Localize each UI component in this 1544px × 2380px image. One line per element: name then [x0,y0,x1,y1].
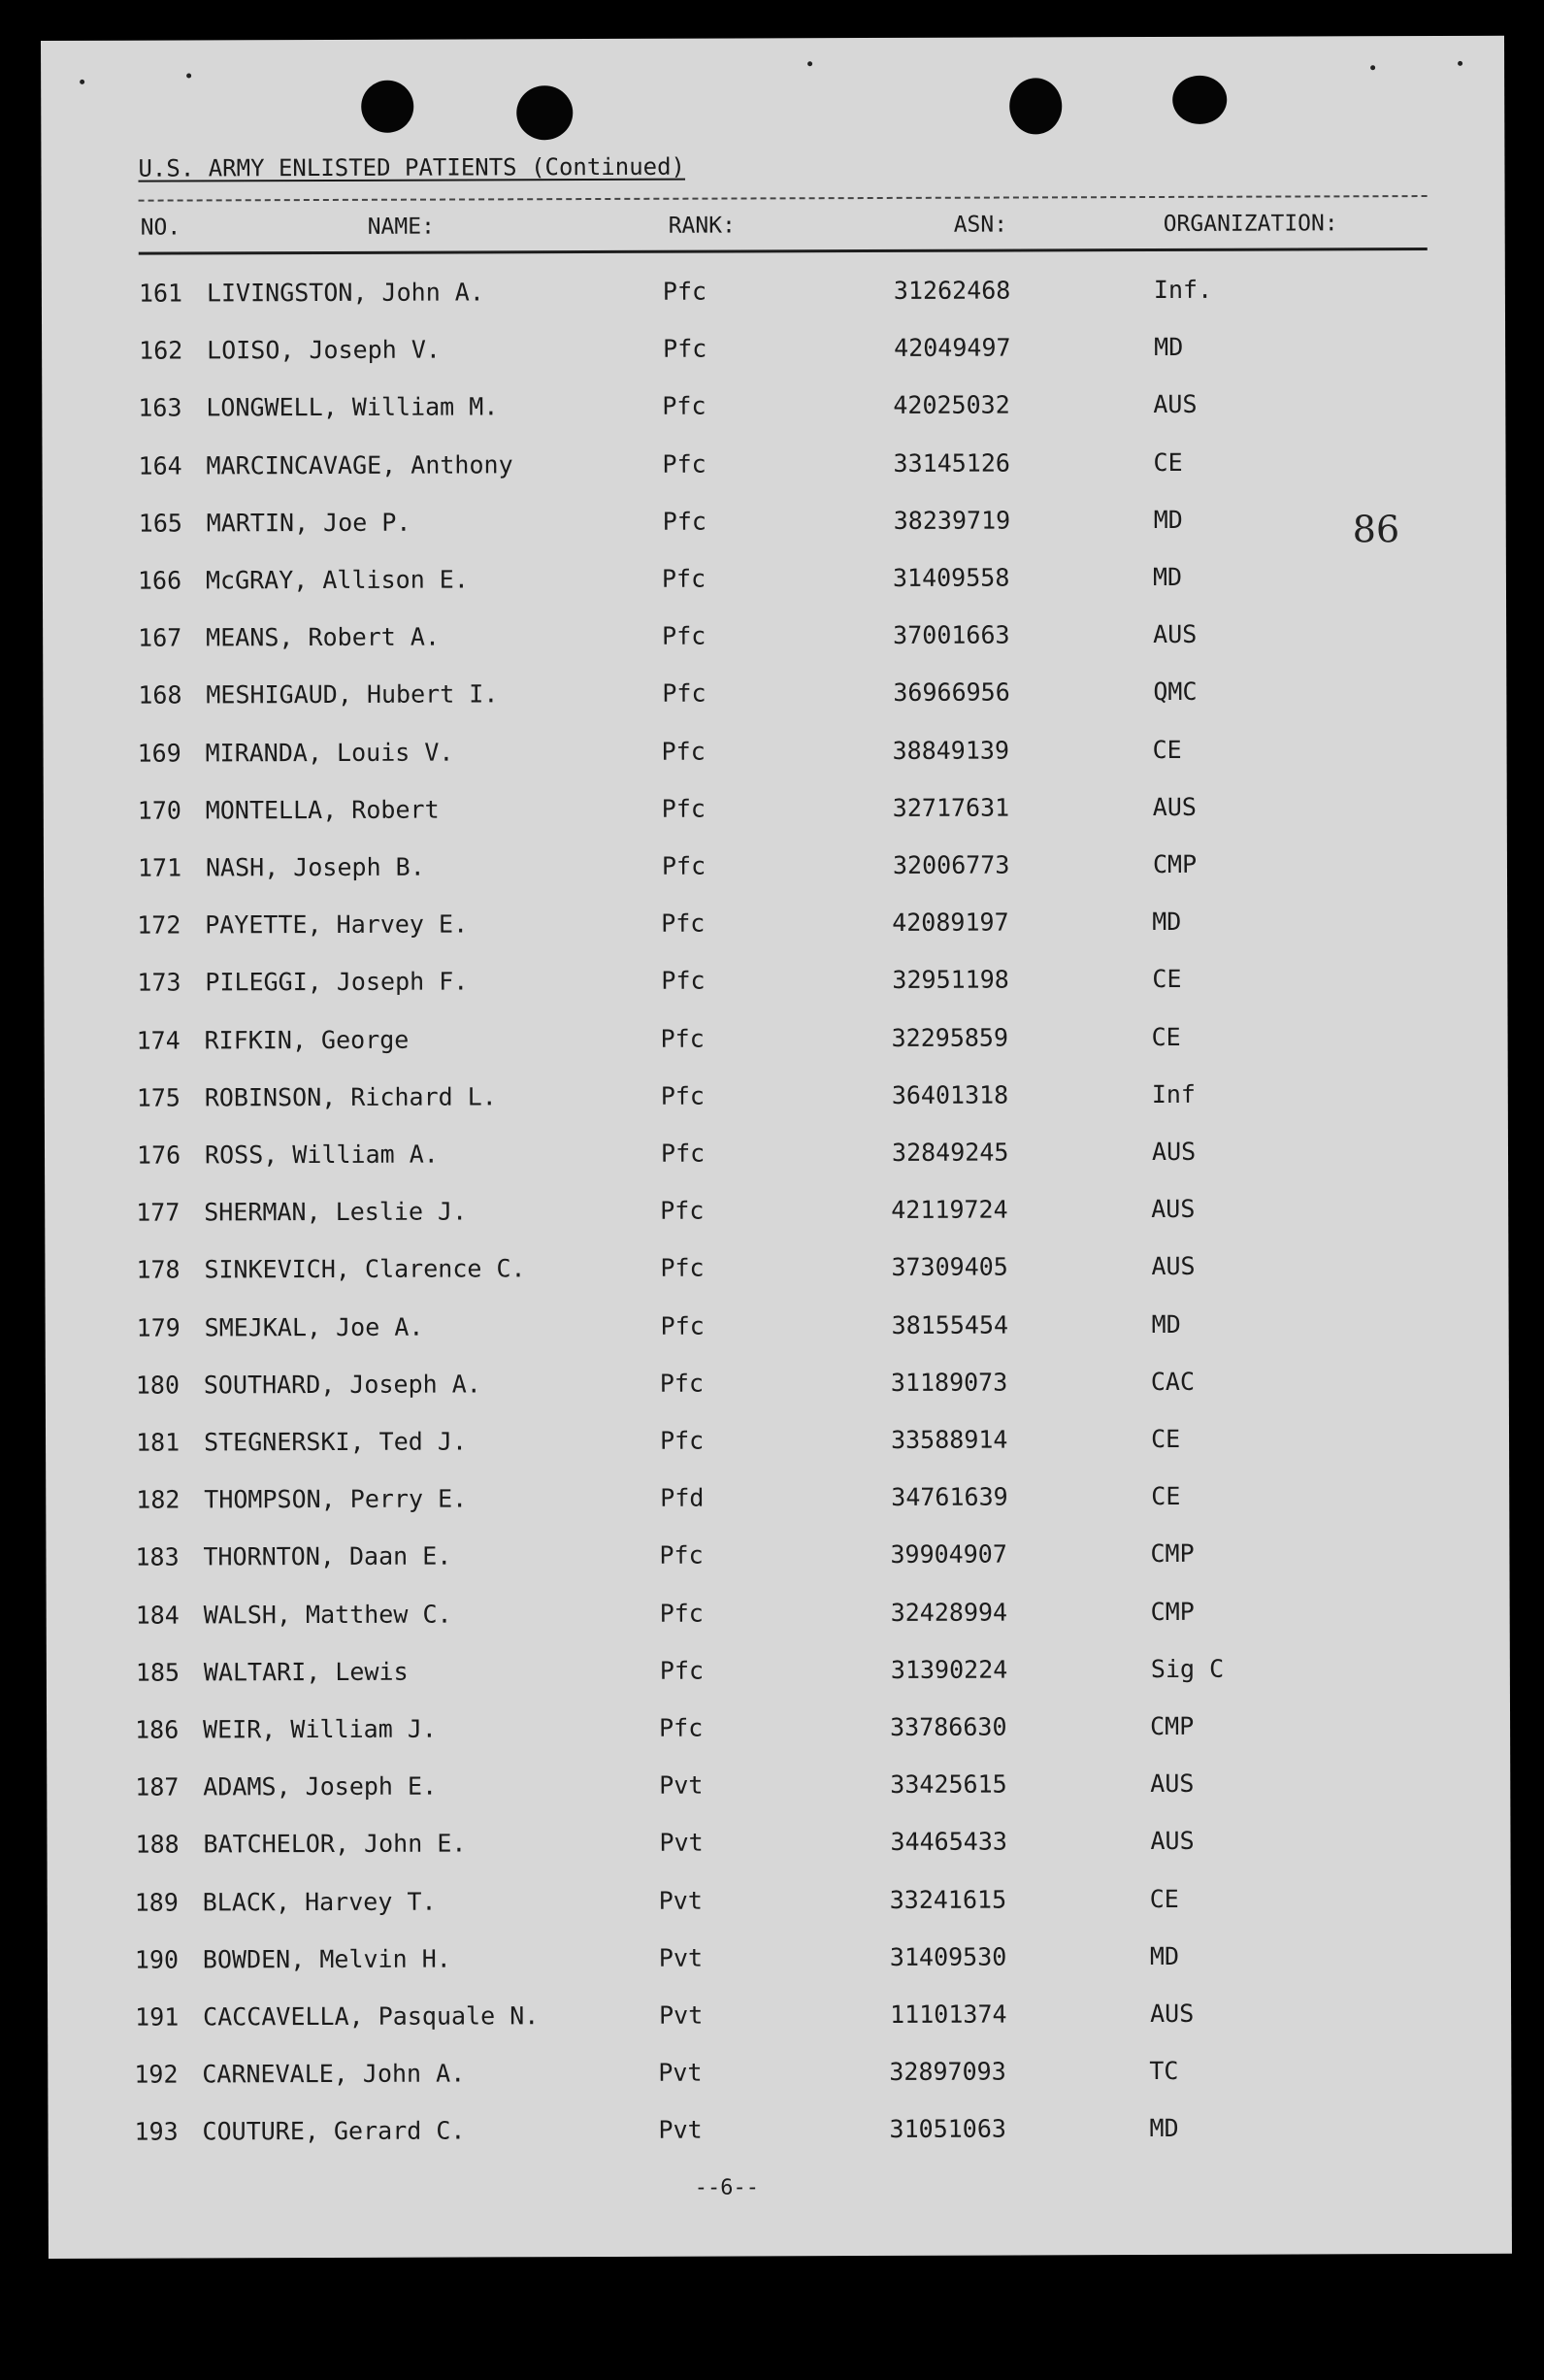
patient-organization: AUS [1153,389,1198,419]
patient-rank: Pvt [658,1943,704,1972]
row-number: 177 [136,1198,181,1227]
row-number: 185 [135,1658,181,1687]
patient-rank: Pfc [663,334,707,363]
patient-name: McGRAY, Allison E. [205,565,469,595]
row-number: 161 [138,279,183,308]
row-number: 181 [135,1428,181,1457]
patient-organization: CE [1152,735,1182,765]
patient-rank: Pfc [660,1024,705,1053]
column-header-name: NAME: [367,214,435,240]
patient-asn: 32428994 [890,1598,1008,1627]
table-row [47,1597,1510,1640]
patient-asn: 33145126 [893,448,1010,478]
patient-organization: CMP [1150,1711,1195,1741]
table-row [42,389,1505,433]
patient-rank: Pfc [661,909,706,938]
column-header-row [42,211,1505,245]
paper-speck [807,61,812,66]
patient-organization: MD [1152,907,1182,937]
patient-organization: CMP [1152,849,1198,879]
row-number: 183 [135,1542,180,1571]
row-number: 162 [139,336,183,365]
patient-rank: Pfc [659,1426,705,1455]
patient-rank: Pfc [662,277,707,306]
patient-organization: Inf [1151,1079,1197,1109]
punch-hole [516,85,573,140]
table-row [45,1194,1508,1238]
patient-rank: Pvt [658,2115,703,2144]
table-row [47,1826,1510,1869]
patient-name: MARTIN, Joe P. [206,508,411,538]
patient-rank: Pfc [659,1713,704,1742]
patient-rank: Pvt [658,2058,703,2087]
patient-name: SHERMAN, Leslie J. [204,1197,468,1227]
row-number: 192 [134,2060,179,2089]
patient-organization: CE [1150,1424,1181,1454]
patient-asn: 33786630 [890,1712,1007,1741]
paper-speck [186,73,191,78]
patient-organization: Sig C [1150,1654,1225,1684]
patient-asn: 33241615 [889,1885,1007,1914]
row-number: 184 [135,1601,180,1630]
table-row [42,447,1505,491]
patient-asn: 42049497 [894,333,1011,362]
row-number: 188 [135,1830,180,1859]
patient-asn: 32951198 [892,965,1009,994]
row-number: 174 [136,1026,181,1055]
patient-asn: 36401318 [891,1080,1009,1109]
patient-asn: 36966956 [893,678,1010,707]
patient-rank: Pvt [659,2000,704,2030]
patient-rank: Pfc [660,1139,706,1168]
patient-asn: 37001663 [893,620,1010,649]
patient-name: SOUTHARD, Joseph A. [203,1370,481,1400]
patient-name: WALTARI, Lewis [203,1657,409,1687]
patient-organization: AUS [1151,1194,1196,1224]
patient-asn: 39904907 [890,1539,1007,1569]
row-number: 165 [138,509,182,538]
patient-organization: MD [1149,1941,1180,1971]
patient-rank: Pfc [661,966,706,995]
patient-asn: 42025032 [893,390,1010,419]
table-row [47,1711,1510,1755]
patient-asn: 37309405 [891,1252,1008,1281]
row-number: 186 [135,1715,180,1744]
patient-name: MIRANDA, Louis V. [205,738,454,768]
patient-name: ROSS, William A. [204,1140,439,1170]
patient-list [42,275,1505,2146]
patient-name: SINKEVICH, Clarence C. [204,1254,526,1284]
patient-organization: QMC [1153,677,1198,707]
patient-name: ADAMS, Joseph E. [203,1771,438,1802]
row-number: 176 [136,1140,181,1170]
table-row [43,677,1506,720]
table-row [42,332,1505,376]
patient-rank: Pfc [660,1311,705,1340]
patient-rank: Pfc [661,851,706,880]
patient-organization: AUS [1151,1251,1196,1281]
patient-organization: CE [1149,1884,1179,1914]
patient-name: MONTELLA, Robert [205,795,440,825]
patient-organization: CE [1151,1022,1181,1052]
patient-rank: Pfc [662,678,706,708]
table-row [43,505,1506,551]
patient-organization: AUS [1151,1137,1197,1167]
patient-organization: AUS [1153,619,1198,649]
patient-rank: Pfc [662,621,706,650]
document-page [41,36,1512,2259]
paper-speck [80,80,84,84]
table-row [46,1367,1509,1410]
table-row [46,1309,1509,1353]
patient-asn: 33425615 [890,1769,1007,1799]
patient-asn: 11101374 [890,2000,1007,2029]
patient-rank: Pfc [660,1196,705,1225]
patient-asn: 42119724 [891,1195,1008,1224]
patient-name: LIVINGSTON, John A. [206,278,484,308]
patient-rank: Pfc [662,507,706,536]
table-row [44,907,1507,950]
row-number: 173 [137,968,181,997]
patient-asn: 31051063 [889,2114,1006,2143]
patient-asn: 32006773 [892,850,1010,879]
row-number: 189 [134,1888,179,1917]
patient-organization: TC [1149,2056,1179,2086]
patient-organization: CMP [1150,1597,1195,1627]
row-number: 163 [138,393,182,422]
header-underline [139,248,1428,255]
patient-organization: MD [1154,332,1184,361]
patient-asn: 34465433 [890,1827,1007,1856]
column-header-no: NO. [140,215,181,241]
patient-asn: 38155454 [891,1310,1009,1339]
patient-organization: Inf. [1153,275,1213,304]
patient-asn: 31409530 [889,1942,1007,1971]
patient-name: WALSH, Matthew C. [203,1600,452,1630]
table-row [48,1941,1511,1985]
paper-speck [1370,65,1375,70]
table-row [44,735,1507,778]
patient-rank: Pfc [661,564,706,593]
row-number: 167 [138,623,182,652]
patient-rank: Pfc [659,1369,705,1398]
patient-organization: CMP [1150,1538,1195,1569]
patient-rank: Pfc [662,449,706,479]
punch-hole [361,81,413,133]
patient-name: COUTURE, Gerard C. [202,2116,466,2146]
patient-rank: Pfc [659,1599,704,1628]
row-number: 187 [135,1772,180,1802]
patient-organization: AUS [1150,1999,1195,2029]
patient-name: RIFKIN, George [204,1025,410,1055]
patient-rank: Pfc [661,794,706,823]
patient-asn: 31189073 [890,1368,1008,1397]
patient-name: STEGNERSKI, Ted J. [203,1427,468,1457]
patient-asn: 38849139 [892,736,1010,765]
patient-rank: Pfc [660,1253,705,1282]
punch-hole [1009,78,1062,134]
table-row [43,619,1506,663]
patient-organization: MD [1153,505,1183,535]
patient-rank: Pvt [659,1828,704,1857]
patient-name: PAYETTE, Harvey E. [205,909,469,940]
patient-name: WEIR, William J. [203,1714,437,1744]
table-row [46,1538,1509,1582]
row-number: 170 [137,796,181,825]
row-number: 179 [136,1313,181,1342]
patient-asn: 31390224 [890,1655,1008,1684]
patient-asn: 38239719 [893,506,1011,535]
patient-name: SMEJKAL, Joe A. [204,1312,424,1342]
table-row [48,1999,1511,2042]
row-number: 166 [137,566,182,595]
patient-asn: 32849245 [891,1138,1009,1167]
patient-organization: AUS [1152,792,1197,822]
table-row [48,1884,1511,1928]
row-number: 172 [137,910,181,940]
patient-rank: Pvt [659,1770,704,1800]
row-number: 182 [136,1485,181,1514]
document-heading: U.S. ARMY ENLISTED PATIENTS (Continued) [138,152,686,182]
patient-name: CACCAVELLA, Pasquale N. [203,2001,540,2032]
patient-asn: 32897093 [889,2057,1006,2086]
row-number: 175 [136,1083,181,1112]
table-row [47,1768,1510,1812]
patient-rank: Pfd [660,1483,705,1512]
patient-organization: MD [1149,2113,1179,2143]
column-header-organization: ORGANIZATION: [1163,211,1338,237]
patient-rank: Pfc [659,1656,705,1685]
patient-organization: MD [1151,1309,1181,1339]
row-number: 180 [135,1371,181,1400]
row-number: 193 [134,2117,179,2146]
table-row [45,1251,1508,1295]
patient-name: LONGWELL, William M. [206,392,499,422]
patient-rank: Pfc [661,737,706,766]
handwritten-margin-note: 86 [1352,508,1400,551]
table-row [46,1481,1509,1525]
table-row [44,849,1507,893]
patient-name: BATCHELOR, John E. [203,1829,467,1859]
patient-asn: 31262468 [893,276,1011,305]
patient-asn: 34761639 [891,1482,1008,1511]
table-row [47,1654,1510,1698]
row-number: 164 [138,451,182,480]
patient-name: BOWDEN, Melvin H. [202,1944,451,1974]
header-divider [139,195,1428,202]
patient-name: MESHIGAUD, Hubert I. [206,679,499,710]
patient-name: BLACK, Harvey T. [202,1887,437,1917]
patient-name: LOISO, Joseph V. [207,335,441,365]
punch-hole [1172,76,1227,124]
table-row [45,1137,1508,1180]
patient-organization: CE [1152,964,1182,994]
patient-name: NASH, Joseph B. [205,852,425,882]
patient-name: MARCINCAVAGE, Anthony [206,450,513,480]
row-number: 191 [135,2002,180,2032]
table-row [42,275,1505,318]
row-number: 168 [138,680,182,710]
column-header-rank: RANK: [668,213,736,239]
patient-organization: AUS [1150,1768,1195,1799]
table-row [44,792,1507,836]
patient-name: CARNEVALE, John A. [202,2059,466,2089]
column-header-asn: ASN: [953,212,1008,238]
row-number: 190 [134,1945,180,1974]
patient-asn: 33588914 [890,1425,1008,1454]
table-row [45,1022,1508,1066]
patient-asn: 32295859 [891,1023,1009,1052]
table-row [45,1079,1508,1123]
patient-name: THOMPSON, Perry E. [204,1484,468,1514]
paper-speck [1458,61,1462,66]
patient-name: ROBINSON, Richard L. [204,1082,497,1112]
table-row [48,2113,1511,2157]
patient-name: PILEGGI, Joseph F. [205,967,469,997]
patient-organization: CAC [1150,1367,1196,1397]
patient-organization: CE [1153,447,1183,478]
patient-organization: MD [1152,562,1183,592]
patient-rank: Pfc [662,391,706,420]
table-row [46,1424,1509,1468]
patient-asn: 42089197 [892,908,1009,937]
row-number: 169 [137,739,181,768]
patient-asn: 32717631 [892,793,1010,822]
patient-rank: Pvt [658,1886,703,1915]
patient-rank: Pfc [660,1081,706,1110]
table-row [44,964,1507,1008]
row-number: 178 [136,1255,181,1284]
patient-rank: Pfc [659,1540,704,1570]
row-number: 171 [137,853,182,882]
page-number: --6-- [694,2175,760,2200]
patient-organization: AUS [1150,1826,1195,1856]
table-row [43,562,1506,606]
patient-asn: 31409558 [892,563,1010,592]
patient-name: MEANS, Robert A. [206,622,441,652]
patient-organization: CE [1151,1481,1181,1511]
patient-name: THORNTON, Daan E. [203,1541,452,1571]
table-row [48,2056,1511,2099]
